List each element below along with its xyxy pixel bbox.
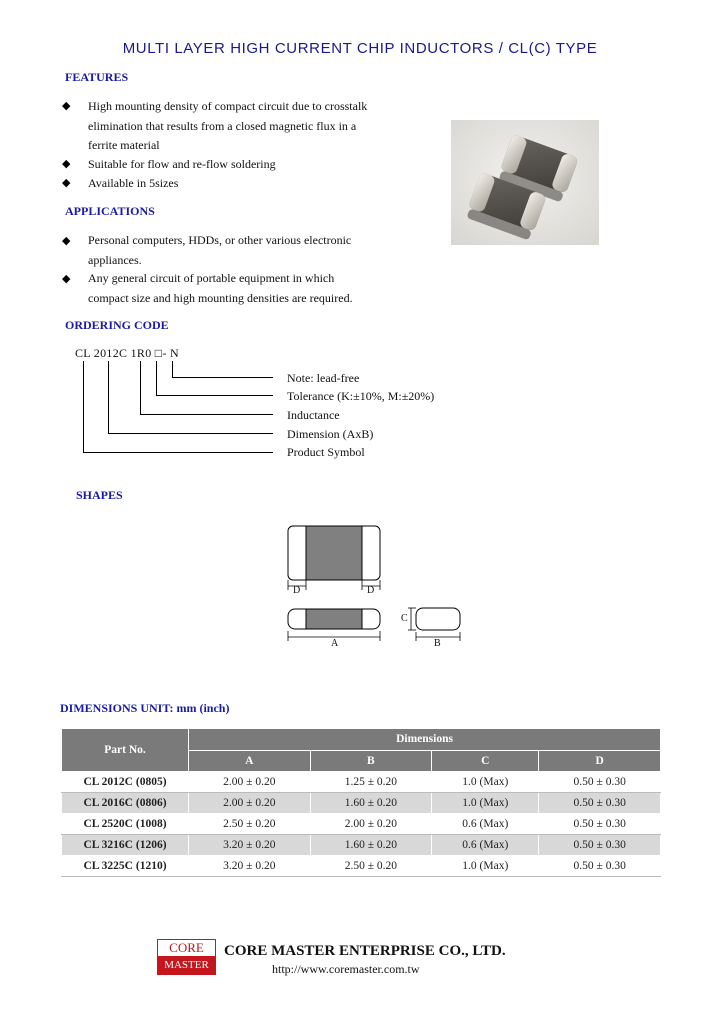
cell-b: 1.60 ± 0.20 (310, 793, 432, 814)
ordering-label-tolerance: Tolerance (K:±10%, M:±20%) (287, 389, 435, 403)
cell-b: 1.60 ± 0.20 (310, 835, 432, 856)
shape-label-a: A (331, 638, 339, 649)
application-item-1: Personal computers, HDDs, or other various electronic appliances. (88, 233, 352, 267)
dimensions-table (61, 728, 661, 877)
cell-d: 0.50 ± 0.30 (539, 814, 661, 835)
dimensions-heading: DIMENSIONS UNIT: mm (inch) (60, 701, 230, 715)
part-number-cell: CL 2016C (0806) (62, 793, 189, 814)
shape-label-c: C (401, 613, 408, 624)
logo-bottom-text: MASTER (158, 956, 215, 974)
ordering-label-product-symbol: Product Symbol (287, 445, 365, 459)
application-item-2: Any general circuit of portable equipment in which compact size and high mounting densities are required. (88, 271, 353, 305)
cell-a: 2.00 ± 0.20 (189, 793, 311, 814)
logo-top-text: CORE (158, 940, 215, 956)
ordering-label-dimension: Dimension (AxB) (287, 427, 374, 441)
cell-a: 3.20 ± 0.20 (189, 835, 311, 856)
ordering-label-lead-free: Note: lead-free (287, 371, 360, 385)
column-header-b: B (310, 750, 432, 772)
bullet-icon: ◆ (62, 177, 71, 189)
bullet-icon: ◆ (62, 235, 71, 247)
shapes-heading: SHAPES (76, 488, 123, 502)
cell-d: 0.50 ± 0.30 (539, 772, 661, 793)
cell-d: 0.50 ± 0.30 (539, 856, 661, 877)
cell-b: 1.25 ± 0.20 (310, 772, 432, 793)
company-url-link[interactable]: http://www.coremaster.com.tw (272, 962, 420, 976)
cell-c: 1.0 (Max) (432, 793, 539, 814)
bullet-icon: ◆ (62, 100, 71, 112)
ordering-code-heading: ORDERING CODE (65, 318, 169, 332)
part-number-cell: CL 2520C (1008) (62, 814, 189, 835)
cell-d: 0.50 ± 0.30 (539, 793, 661, 814)
ordering-code-example: CL 2012C 1R0 □- N (75, 346, 179, 360)
bullet-icon: ◆ (62, 273, 71, 285)
cell-a: 2.50 ± 0.20 (189, 814, 311, 835)
table-row (62, 772, 661, 793)
table-row (62, 814, 661, 835)
column-header-a: A (189, 750, 311, 772)
part-number-header: Part No. (62, 729, 189, 772)
column-header-d: D (539, 750, 661, 772)
feature-item-1: High mounting density of compact circuit due to crosstalk elimination that results from a closed magnetic flux in a ferrite material (88, 99, 368, 152)
cell-a: 3.20 ± 0.20 (189, 856, 311, 877)
table-row (62, 793, 661, 814)
cell-c: 1.0 (Max) (432, 856, 539, 877)
shape-label-b: B (434, 638, 441, 649)
cell-c: 0.6 (Max) (432, 814, 539, 835)
part-number-cell: CL 3225C (1210) (62, 856, 189, 877)
bullet-icon: ◆ (62, 158, 71, 170)
cell-c: 1.0 (Max) (432, 772, 539, 793)
company-logo (157, 939, 216, 975)
shape-label-d-right: D (367, 585, 375, 596)
table-row (62, 856, 661, 877)
part-number-cell: CL 2012C (0805) (62, 772, 189, 793)
feature-item-2: Suitable for flow and re-flow soldering (88, 157, 276, 171)
cell-a: 2.00 ± 0.20 (189, 772, 311, 793)
shape-drawing (280, 520, 480, 660)
features-heading: FEATURES (65, 70, 129, 84)
dimensions-group-header: Dimensions (189, 729, 661, 751)
cell-b: 2.50 ± 0.20 (310, 856, 432, 877)
product-photo (451, 120, 599, 245)
feature-item-3: Available in 5sizes (88, 176, 179, 190)
page-title: MULTI LAYER HIGH CURRENT CHIP INDUCTORS / CL(C) TYPE (122, 40, 598, 57)
shape-label-d-left: D (293, 585, 301, 596)
company-name: CORE MASTER ENTERPRISE CO., LTD. (224, 943, 506, 959)
part-number-cell: CL 3216C (1206) (62, 835, 189, 856)
cell-d: 0.50 ± 0.30 (539, 835, 661, 856)
cell-b: 2.00 ± 0.20 (310, 814, 432, 835)
ordering-label-inductance: Inductance (287, 408, 340, 422)
column-header-c: C (432, 750, 539, 772)
table-row (62, 835, 661, 856)
applications-heading: APPLICATIONS (65, 204, 155, 218)
cell-c: 0.6 (Max) (432, 835, 539, 856)
